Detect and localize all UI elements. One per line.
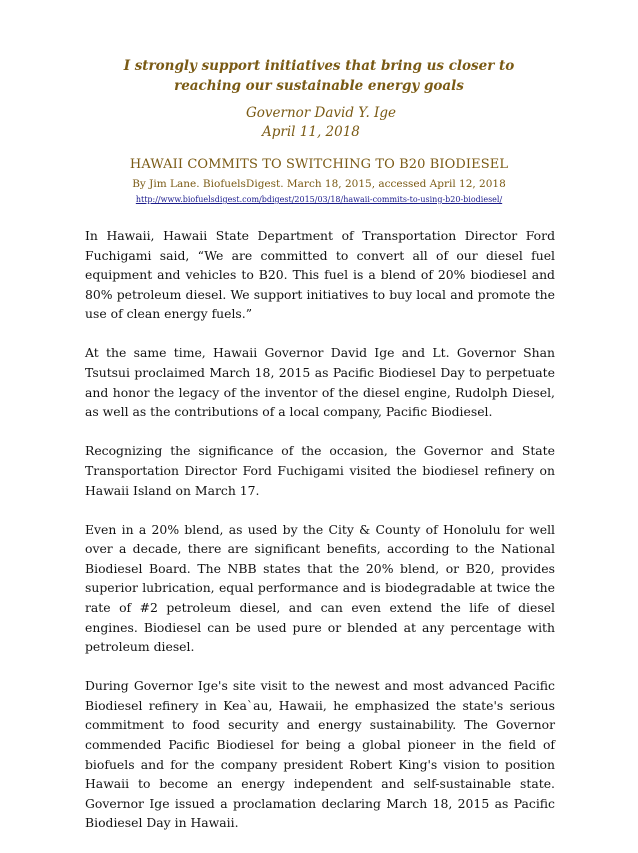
paragraph-4: Even in a 20% blend, as used by the City & County of Honolulu for well over a decade, there are significant benefits, according to the National Biodiesel Board. The NBB states that the 20% blend, or B20, provides superior lubrication, equal performance and is biodegradable at twice the rate of #2 petroleum diesel, and can even extend the life of diesel engines. Biodiesel can be used pure or blended at any percentage with petroleum diesel. xyxy=(85,521,555,655)
paragraph-3: Recognizing the significance of the occasion, the Governor and State Transportation Director Ford Fuchigami visited the biodiesel refinery on Hawaii Island on March 17. xyxy=(85,443,555,498)
article-headline: HAWAII COMMITS TO SWITCHING TO B20 BIODIESEL xyxy=(129,157,509,172)
governor-quote: I strongly support initiatives that bring us closer to reaching our sustainable energy goals xyxy=(123,58,515,94)
governor-name: Governor David Y. Ige xyxy=(246,105,397,121)
source-link[interactable]: http://www.biofuelsdigest.com/bdigest/2015/03/18/hawaii-commits-to-using-b20-biodiesel/ xyxy=(135,195,503,204)
paragraph-1: In Hawaii, Hawaii State Department of Transportation Director Ford Fuchigami said, “We are committed to convert all of our diesel fuel equipment and vehicles to B20. This fuel is a blend of 20% biodiesel and 80% petroleum diesel. We support initiatives to buy local and promote the use of clean energy fuels.” xyxy=(85,228,555,322)
paragraph-2: At the same time, Hawaii Governor David Ige and Lt. Governor Shan Tsutsui proclaimed March 18, 2015 as Pacific Biodiesel Day to perpetuate and honor the legacy of the inventor of the diesel engine, Rudolph Diesel, as well as the contributions of a local company, Pacific Biodiesel. xyxy=(85,345,555,420)
paragraph-5: During Governor Ige's site visit to the newest and most advanced Pacific Biodiesel refinery in Kea`au, Hawaii, he emphasized the state's serious commitment to food security and energy sustainability. The Governor commended Pacific Biodiesel for being a global pioneer in the field of biofuels and for the company president Robert King's vision to position Hawaii to become an energy independent and self-sustainable state. Governor Ige issued a proclamation declaring March 18, 2015 as Pacific Biodiesel Day in Hawaii. xyxy=(85,678,555,831)
article-byline: By Jim Lane. BiofuelsDigest. March 18, 2015, accessed April 12, 2018 xyxy=(132,178,506,190)
quote-date: April 11, 2018 xyxy=(262,124,360,140)
article-body xyxy=(85,226,555,853)
